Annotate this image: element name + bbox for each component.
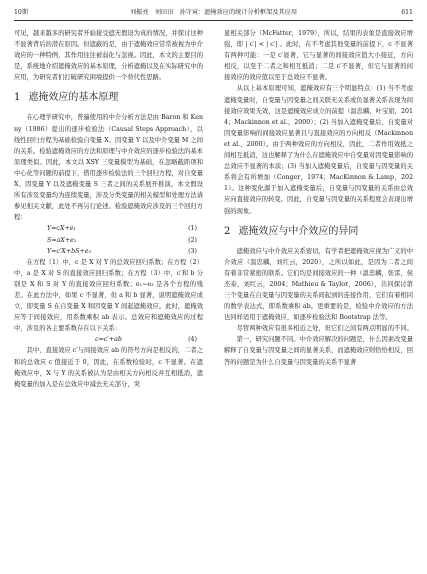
right-paragraph-1: 显相关部分（McFatter，1979），所以，结果的表象是直接效应增强，即 | c′| < | c′| 。此时，在不考虑其他变量的前提下，c 不显著有两种可能：一是 c′显著，它与显著的间接效应值大小接近，方向相反，以至于二者之和相互抵消；二是 c′不显著，但它与显著的间接效应的效应值以至于总效应不显著。 <box>224 30 413 82</box>
right-paragraph-3: 遮掩效应与中介效应关系密切，有学者把遮掩效应视为广义的中介效应（温忠麟，刘红云，2020），之所以如此，是因为二者之间有着非常紧密的联系。它们均是间接效应的一种（温忠麟，张雷，侯杰泰，刘红云，2004；Mathieu & Taylor，2006），共同探讨第三个变量在自变量与因变量的关系间起到的连接作用，它们有着相同的数学表达式，即系数乘积 ab。更重要的是，检验中介效应的方法也同样适用于遮掩效应，如逐步检验法和 Bootstrap 法等。 <box>224 247 413 322</box>
equation-1-formula: Y=cX+e₁ <box>47 225 76 233</box>
page-number: 611 <box>401 9 413 16</box>
right-paragraph-4: 尽管两种效应有很多相近之处，但它们之间有两点明显的不同。 <box>236 325 413 333</box>
section-2-number: 2 <box>224 225 231 237</box>
equation-2 <box>14 235 203 246</box>
equation-2-formula: S=aX+e₂ <box>47 236 77 244</box>
equation-3-number: (3) <box>188 247 197 255</box>
equation-1-number: (1) <box>188 225 197 233</box>
equation-4-formula: c=c′+ab <box>95 336 122 344</box>
equation-2-number: (2) <box>188 236 197 244</box>
section-2-title: 遮掩效应与中介效应的异同 <box>238 225 359 237</box>
section-1-number: 1 <box>14 92 21 104</box>
section-1-paragraph-2: 在方程（1）中，c 是 X 对 Y 的总效应回归系数；在方程（2）中，a 是 X 对 S 的直接效应回归系数；在方程（3）中，c′和 b 分别是 X 和 S 对 Y 的直接效应回归系数；e₁~e₃ 是各个方程的残差。在此方法中，如果 c 不显著，但 a 和 b 显著，说明遮掩效应成立，即变量 S 在自变量 X 和因变量 Y 间起遮掩效应。此时，遮掩效应等于间接效应，用系数乘积 ab 表示。总效应和遮掩效应的过程中，涉及的各主要系数存在以下关系： <box>14 258 203 333</box>
right-paragraph-2: 从以上基本原理可知，遮掩效应有三个明显特点：(1) 当不考虑遮掩变量时，自变量与因变量之间关联无关系或负显著关系表现为间接效应效果无效，这是遮掩效应成立的前提（温忠麟，叶宝娟，2014；Mackinnon et al.，2000）；(2) 当加入遮掩变量后，自变量对因变量影响的间接效应显著且与直接效应的方向相反（Mackinnon et al.，2000）。由于两种效应的方向相反，因此，二者作用效抵之间相互抵消，这也解释了为什么在遮掩效应中自变量对因变量影响的总效应不显著的本质；(3) 当加入遮掩变量后，自变量与因变量的关系将会有所增加（Conger，1974；MacKinnon & Lamp，2021）。这种变化源于加入遮掩变量后，自变量与因变量的关系由总效应向直接效应的转变。因此，自变量与因变量的关系程度会表现出增强的现象。 <box>224 85 413 215</box>
section-1-title: 遮掩效应的基本原理 <box>28 92 119 104</box>
equation-4 <box>14 334 203 345</box>
equation-3-formula: Y=c′X+bS+e₃ <box>47 247 92 255</box>
section-1-paragraph-3: 其中，直接效应 c′与间接效应 ab 的符号方向是相反的，二者之和的总效应 c 值接近于 0，因此，在系数检验时，c 不显著。在遮掩效应中，X 与 Y 的关系被认为是由相关方向相反并互相抵消，遮掩变量的加入是在总效应中减去无关部分，突 <box>14 347 203 388</box>
intro-paragraph: 可见，越来越多的研究者开始接受遮无假设为真的情况，并探讨这种不显著背后的潜在原因。但遮蔽的是，由于遮掩效应常常被视为中介效应的一种特例，其作用往往被弱化与忽视。因此，本文的主要目的是，系统地介绍遮掩效应的基本原理，分析遮掩以及在实际研究中的应用，为研究者们打破研究困境提供一个替代性思路。 <box>14 30 203 82</box>
running-header <box>14 6 413 21</box>
section-1-paragraph-1: 在心理学研究中，普遍使用的中介分析方法是由 Baron 和 Kenny（1986）提出的逐步检验法（Causal Steps Approach），以线性回归方程为基础检验自变量 X、因变量 Y 以及中介变量 M 之间的关系。检验遮掩效应的方法和原理与中介效应的逐步检验法的基本原理类似。因此，本文以 XSY 三变量模型为基础，在忽略截距项和中心化等问题的前提下，借用逐步检验法的三个回归方程，对自变量 X、因变量 Y 以及遮掩变量 S 三者之间的关系展开推演。本文假设所有涉及变量均为连续变量，涉及分类变量的相关模型和处理方法请参见相关文献，此处不再另行论述。检验遮掩效应涉及的三个回归方程： <box>14 114 203 222</box>
equation-3 <box>14 246 203 257</box>
issue-number: 10期 <box>14 9 29 16</box>
running-title: 刘振亮 刘田田 孙守寅：遮掩效应的统计分析框架及其应用 <box>129 9 298 16</box>
section-1-heading <box>14 90 203 106</box>
right-paragraph-5: 第一，研究问题不同。中介效应解决的问题是，什么因素改变量解释了自变量与因变量之间的显著关系，而遮掩效应则恰恰相反，回答的问题是为什么自变量与因变量的关系不显著 <box>224 336 413 366</box>
equation-4-number: (4) <box>188 336 197 344</box>
equation-1 <box>14 223 203 234</box>
right-column <box>224 28 413 368</box>
left-column <box>14 28 203 390</box>
section-2-heading <box>224 224 413 240</box>
